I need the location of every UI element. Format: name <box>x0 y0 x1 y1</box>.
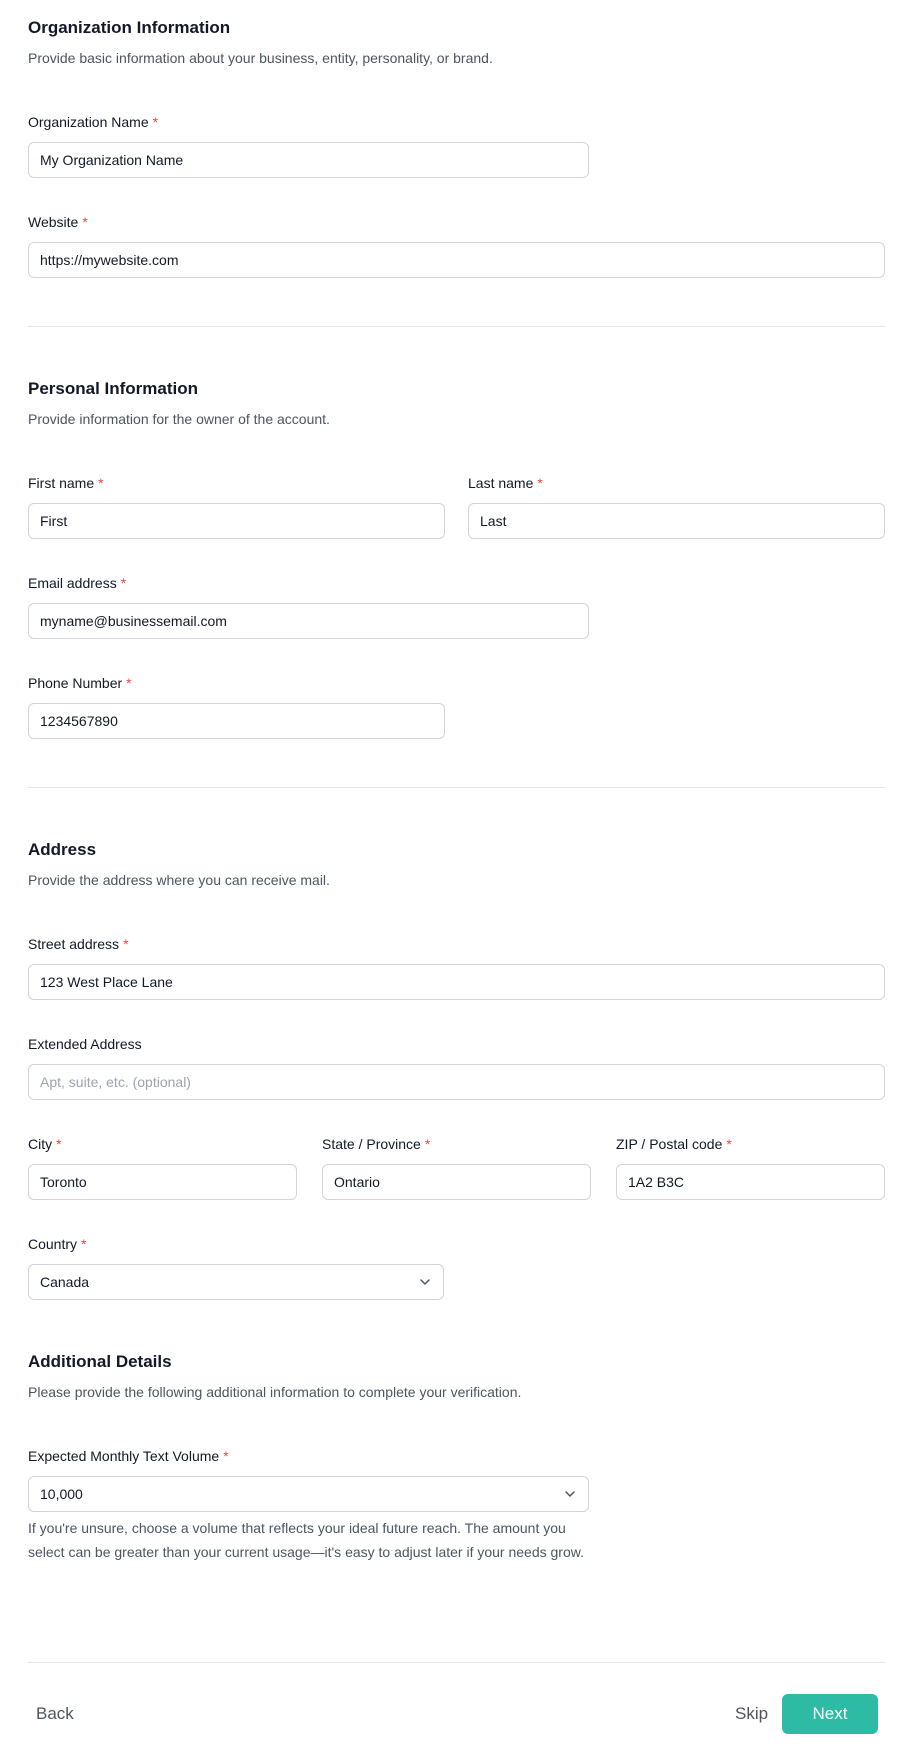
help-line-2: select can be greater than your current usage—it's easy to adjust later if your needs grow. <box>28 1544 584 1560</box>
country-select[interactable] <box>28 1264 444 1300</box>
country-label-text: Country <box>28 1236 78 1252</box>
required-marker: * <box>123 936 129 952</box>
phone-label-text: Phone Number <box>28 675 123 691</box>
organization-section-description: Provide basic information about your business, entity, personality, or brand. <box>28 50 493 66</box>
organization-name-label-text: Organization Name <box>28 114 149 130</box>
monthly-volume-label-text: Expected Monthly Text Volume <box>28 1448 220 1464</box>
required-marker: * <box>223 1448 229 1464</box>
organization-section-title: Organization Information <box>28 18 231 37</box>
help-line-1: If you're unsure, choose a volume that reflects your ideal future reach. The amount you <box>28 1520 566 1536</box>
country-select-value: Canada <box>40 1274 90 1290</box>
footer-divider <box>28 1662 885 1663</box>
skip-button[interactable]: Skip <box>735 1704 769 1723</box>
street-address-label <box>28 936 129 952</box>
website-label <box>28 214 88 230</box>
website-input[interactable] <box>28 242 885 278</box>
last-name-label <box>468 475 543 491</box>
zip-label <box>616 1136 732 1152</box>
chevron-down-icon <box>418 1275 432 1289</box>
state-label <box>322 1136 430 1152</box>
first-name-label <box>28 475 104 491</box>
email-input[interactable] <box>28 603 589 639</box>
required-marker: * <box>81 1236 87 1252</box>
extended-address-label: Extended Address <box>28 1036 142 1052</box>
monthly-volume-select[interactable] <box>28 1476 589 1512</box>
email-label-text: Email address <box>28 575 117 591</box>
section-divider <box>28 787 885 788</box>
country-label <box>28 1236 86 1252</box>
required-marker: * <box>56 1136 62 1152</box>
required-marker: * <box>98 475 104 491</box>
address-section-description: Provide the address where you can receive mail. <box>28 872 330 888</box>
extended-address-input[interactable] <box>28 1064 885 1100</box>
monthly-volume-label <box>28 1448 229 1464</box>
street-address-label-text: Street address <box>28 936 120 952</box>
personal-section-title: Personal Information <box>28 379 199 398</box>
state-label-text: State / Province <box>322 1136 421 1152</box>
organization-name-label <box>28 114 158 130</box>
required-marker: * <box>152 114 159 130</box>
section-divider <box>28 326 885 327</box>
required-marker: * <box>126 675 132 691</box>
website-label-text: Website <box>28 214 79 230</box>
first-name-label-text: First name <box>28 475 95 491</box>
first-name-input[interactable] <box>28 503 445 539</box>
street-address-input[interactable] <box>28 964 885 1000</box>
required-marker: * <box>537 475 543 491</box>
phone-label <box>28 675 132 691</box>
state-input[interactable] <box>322 1164 591 1200</box>
monthly-volume-help-text <box>28 1516 608 1564</box>
phone-input[interactable] <box>28 703 445 739</box>
organization-name-input[interactable] <box>28 142 589 178</box>
required-marker: * <box>120 575 127 591</box>
city-label <box>28 1136 62 1152</box>
email-label <box>28 575 126 591</box>
chevron-down-icon <box>563 1487 577 1501</box>
address-section-title: Address <box>28 840 97 859</box>
last-name-input[interactable] <box>468 503 885 539</box>
last-name-label-text: Last name <box>468 475 534 491</box>
additional-section-title: Additional Details <box>28 1352 172 1371</box>
monthly-volume-select-value: 10,000 <box>40 1486 83 1502</box>
zip-input[interactable] <box>616 1164 885 1200</box>
city-label-text: City <box>28 1136 53 1152</box>
personal-section-description: Provide information for the owner of the account. <box>28 411 330 427</box>
back-button[interactable]: Back <box>36 1704 74 1723</box>
next-button[interactable]: Next <box>782 1694 878 1734</box>
zip-label-text: ZIP / Postal code <box>616 1136 723 1152</box>
required-marker: * <box>82 214 88 230</box>
city-input[interactable] <box>28 1164 297 1200</box>
additional-section-description: Please provide the following additional information to complete your verification. <box>28 1384 522 1400</box>
required-marker: * <box>424 1136 431 1152</box>
required-marker: * <box>726 1136 732 1152</box>
